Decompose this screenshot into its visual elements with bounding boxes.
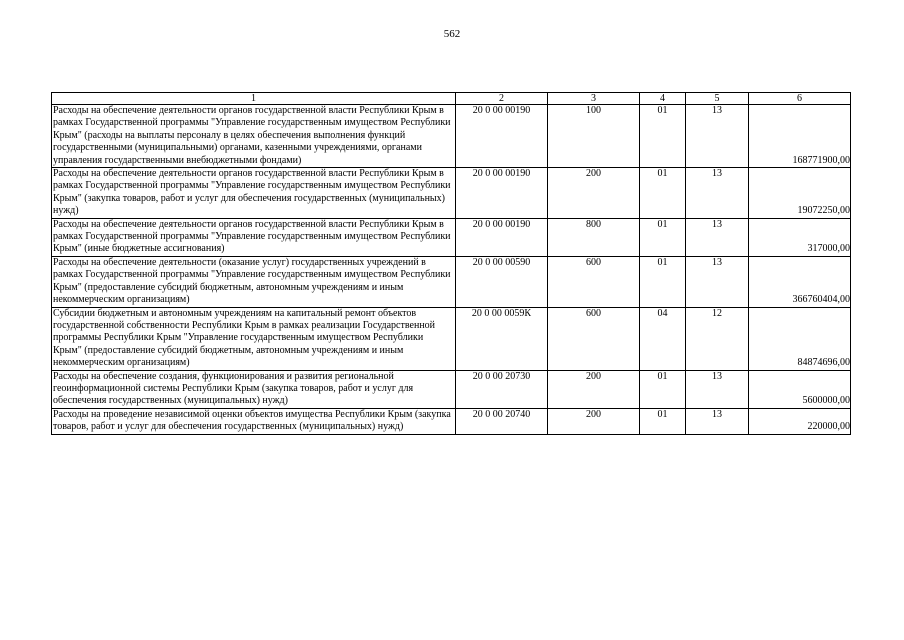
subsection-code: 13 [686, 256, 749, 307]
section-code: 04 [640, 307, 686, 370]
column-header: 4 [640, 93, 686, 105]
column-header: 2 [456, 93, 548, 105]
expense-description: Расходы на проведение независимой оценки объектов имущества Республики Крым (закупка товаров, работ и услуг для обеспечения государственных (муниципальных) нужд) [52, 408, 456, 434]
amount: 366760404,00 [749, 256, 851, 307]
expense-description: Расходы на обеспечение деятельности органов государственной власти Республики Крым в рамках Государственной программы "Управление государственным имуществом Республики Крым" (иные бюджетные ассигнования) [52, 218, 456, 256]
amount: 168771900,00 [749, 105, 851, 168]
expense-type-code: 800 [548, 218, 640, 256]
section-code: 01 [640, 168, 686, 219]
subsection-code: 13 [686, 370, 749, 408]
target-article-code: 20 0 00 00590 [456, 256, 548, 307]
target-article-code: 20 0 00 20740 [456, 408, 548, 434]
expense-type-code: 200 [548, 168, 640, 219]
expense-description: Расходы на обеспечение деятельности органов государственной власти Республики Крым в рамках Государственной программы "Управление государственным имуществом Республики Крым" (расходы на выплаты персоналу в целях обеспечения выполнения функций государственными (муниципальными) органами, казенными учреждениями, органами управления государственными внебюджетными фондами) [52, 105, 456, 168]
section-code: 01 [640, 256, 686, 307]
target-article-code: 20 0 00 00190 [456, 105, 548, 168]
amount: 317000,00 [749, 218, 851, 256]
table-row [52, 370, 851, 408]
table-row [52, 218, 851, 256]
budget-table [51, 92, 851, 435]
table-row [52, 408, 851, 434]
amount: 84874696,00 [749, 307, 851, 370]
amount: 220000,00 [749, 408, 851, 434]
section-code: 01 [640, 408, 686, 434]
expense-type-code: 600 [548, 307, 640, 370]
target-article-code: 20 0 00 20730 [456, 370, 548, 408]
subsection-code: 13 [686, 218, 749, 256]
page-number: 562 [443, 28, 461, 40]
target-article-code: 20 0 00 00190 [456, 168, 548, 219]
column-header: 3 [548, 93, 640, 105]
amount: 5600000,00 [749, 370, 851, 408]
table-row [52, 256, 851, 307]
section-code: 01 [640, 218, 686, 256]
table-header-row [52, 93, 851, 105]
target-article-code: 20 0 00 00190 [456, 218, 548, 256]
target-article-code: 20 0 00 0059К [456, 307, 548, 370]
amount: 19072250,00 [749, 168, 851, 219]
subsection-code: 12 [686, 307, 749, 370]
expense-description: Расходы на обеспечение создания, функционирования и развития региональной геоинформационной системы Республики Крым (закупка товаров, работ и услуг для обеспечения государственных (муниципальных) нужд) [52, 370, 456, 408]
expense-description: Расходы на обеспечение деятельности (оказание услуг) государственных учреждений в рамках Государственной программы "Управление государственным имуществом Республики Крым" (предоставление субсидий бюджетным, автономным учреждениям и иным некоммерческим организациям) [52, 256, 456, 307]
expense-type-code: 200 [548, 408, 640, 434]
expense-description: Расходы на обеспечение деятельности органов государственной власти Республики Крым в рамках Государственной программы "Управление государственным имуществом Республики Крым" (закупка товаров, работ и услуг для обеспечения государственных (муниципальных) нужд) [52, 168, 456, 219]
expense-description: Субсидии бюджетным и автономным учреждениям на капитальный ремонт объектов государственной собственности Республики Крым в рамках реализации Государственной программы Республики Крым "Управление государственным имуществом Республики Крым" (предоставление субсидий бюджетным, автономным учреждениям и иным некоммерческим организациям) [52, 307, 456, 370]
column-header: 6 [749, 93, 851, 105]
expense-type-code: 100 [548, 105, 640, 168]
table-row [52, 307, 851, 370]
subsection-code: 13 [686, 105, 749, 168]
section-code: 01 [640, 105, 686, 168]
table-row [52, 168, 851, 219]
subsection-code: 13 [686, 408, 749, 434]
column-header: 1 [52, 93, 456, 105]
table-row [52, 105, 851, 168]
subsection-code: 13 [686, 168, 749, 219]
column-header: 5 [686, 93, 749, 105]
expense-type-code: 600 [548, 256, 640, 307]
expense-type-code: 200 [548, 370, 640, 408]
section-code: 01 [640, 370, 686, 408]
